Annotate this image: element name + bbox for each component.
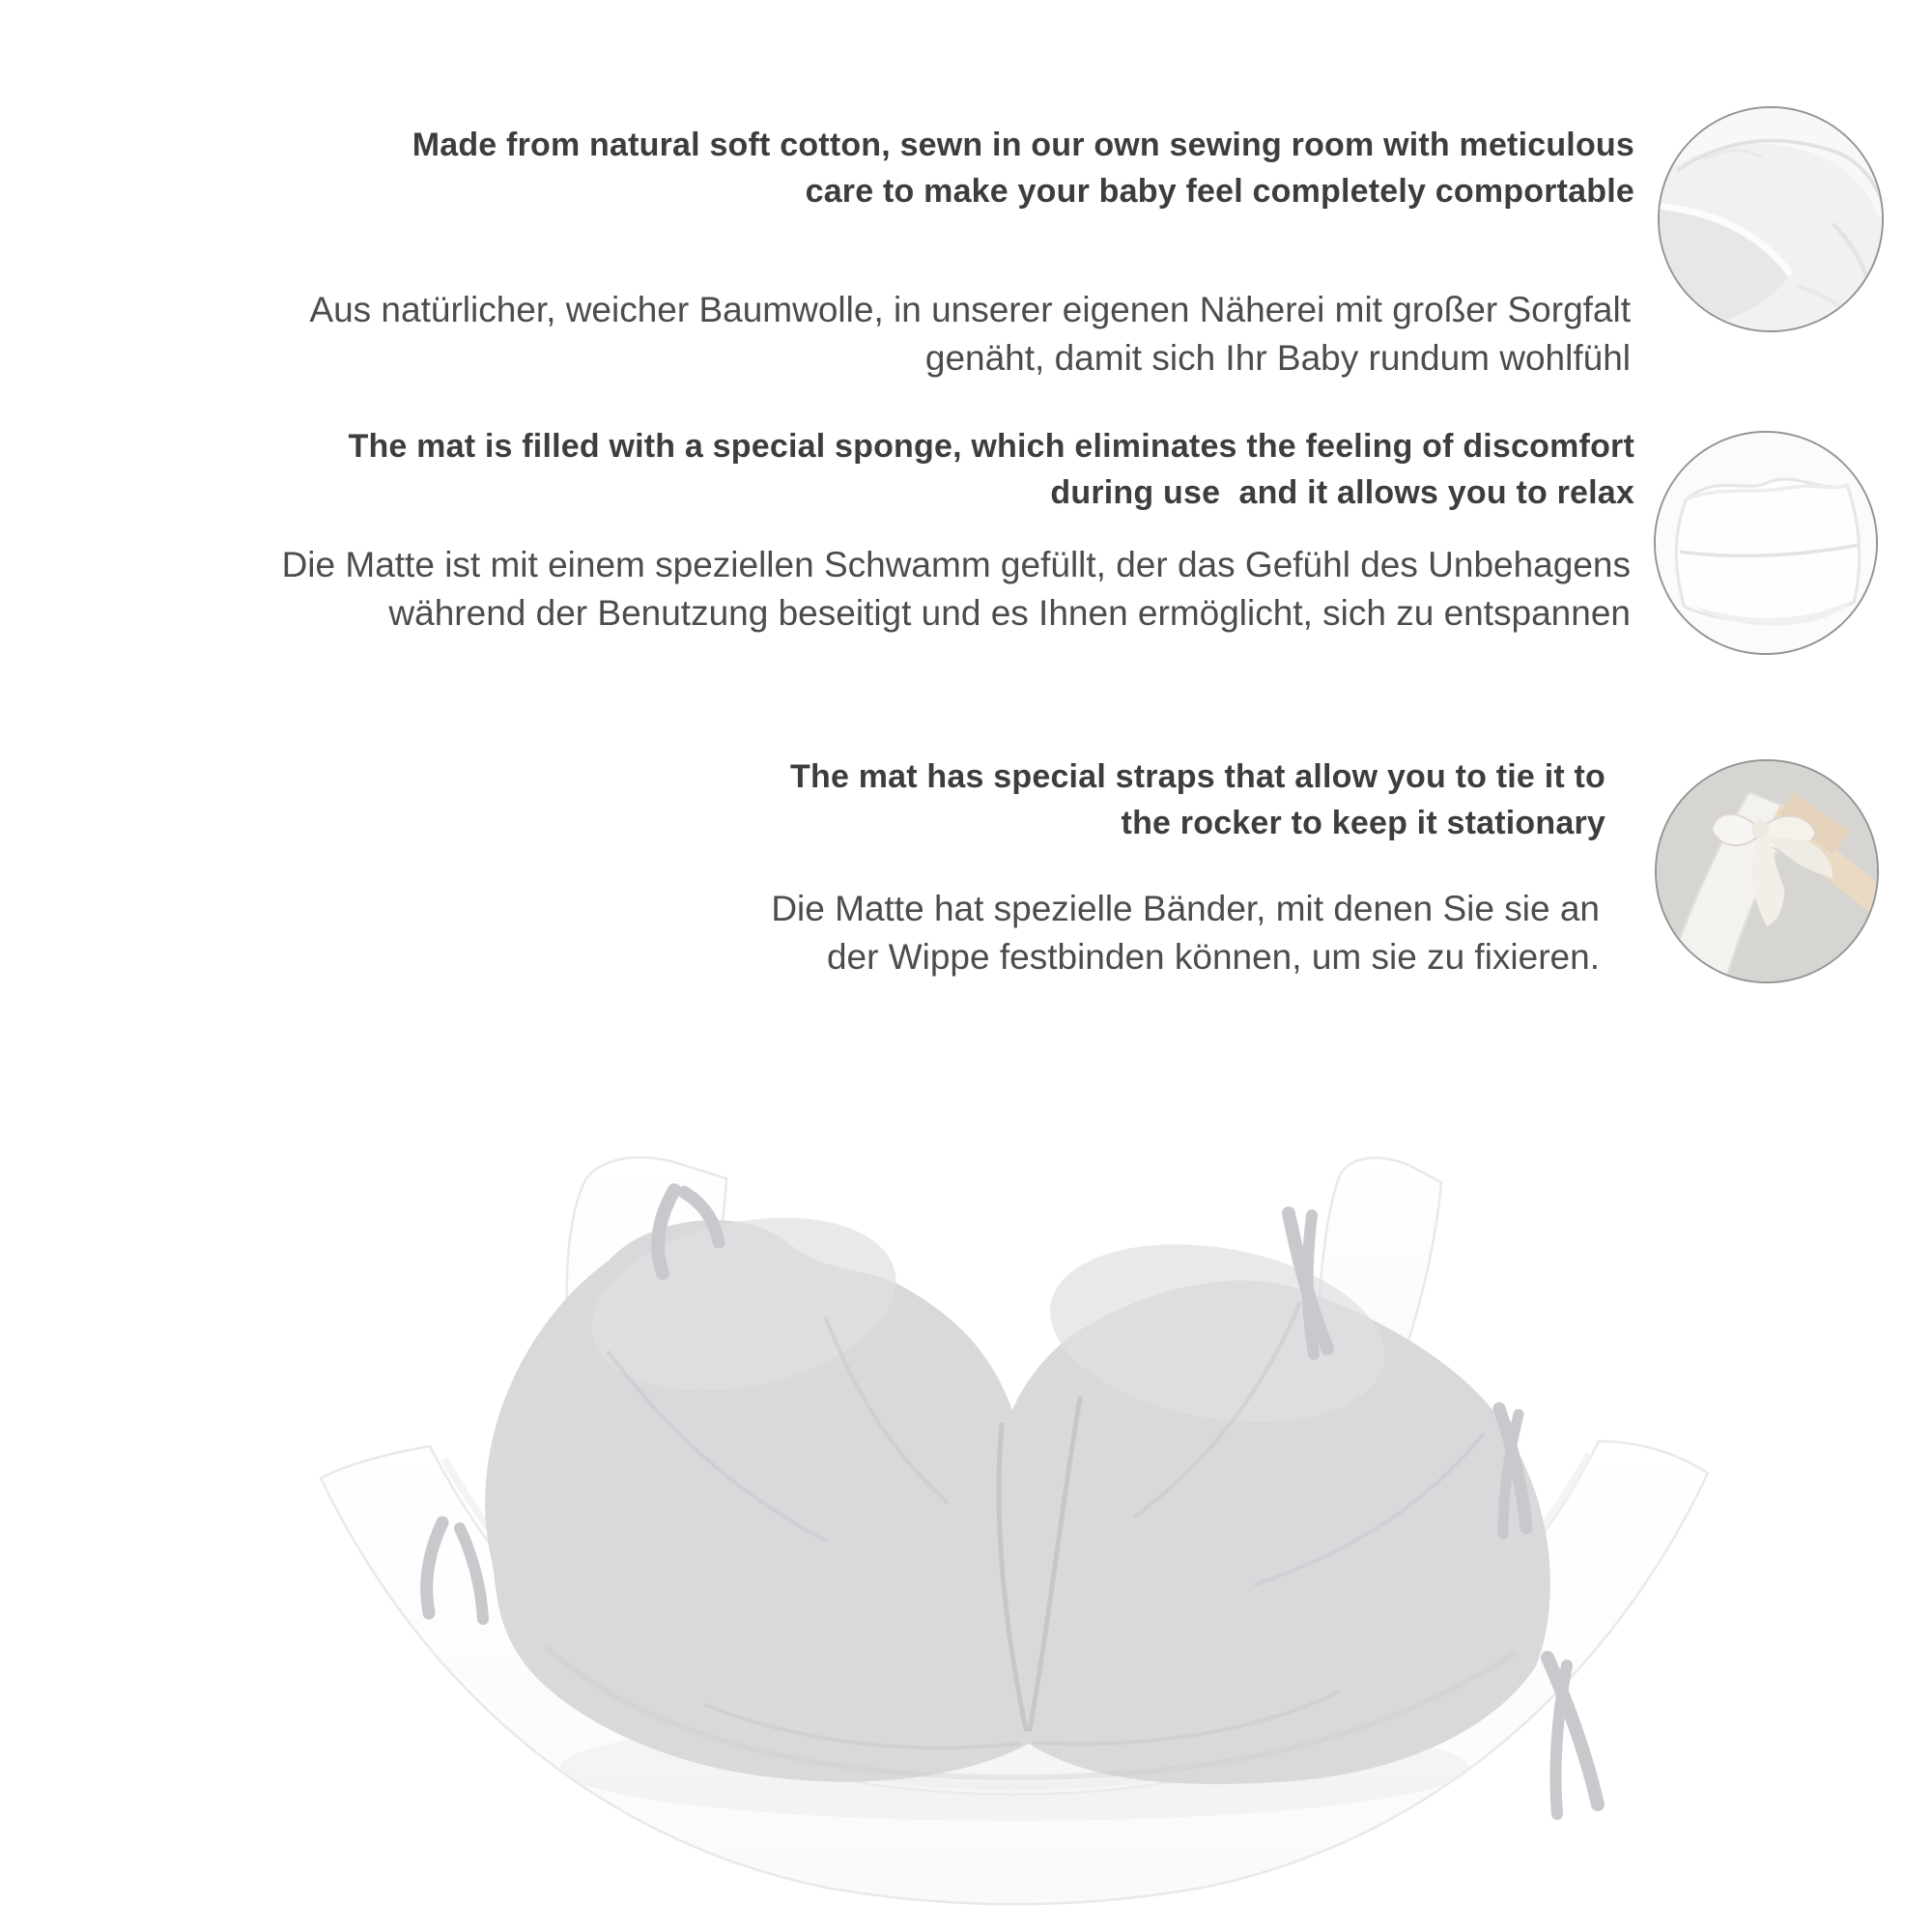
feature-1-description-line-2: genäht, damit sich Ihr Baby rundum wohlfühl [924,338,1631,378]
feature-3-heading [156,753,1605,846]
feature-2-description-german [182,541,1631,638]
feature-1-heading-line-2: care to make your baby feel completely comportable [805,173,1634,210]
feature-2-heading-line-1: The mat is filled with a special sponge, which eliminates the feeling of discomfort [348,428,1634,465]
feature-1-heading-line-1: Made from natural soft cotton, sewn in our own sewing room with meticulous [412,127,1634,163]
feature-3-heading-line-2: the rocker to keep it stationary [1121,805,1605,841]
feature-3-heading-line-1: The mat has special straps that allow you to tie it to [790,758,1605,795]
feature-2-description-line-2: während der Benutzung beseitigt und es Ihnen ermöglicht, sich zu entspannen [388,593,1631,633]
feature-2-heading [185,423,1634,516]
feature-3-description-line-2: der Wippe festbinden können, um sie zu fixieren. [826,937,1600,977]
cotton-fabric-image [1660,108,1882,330]
feature-1-heading [185,122,1634,214]
feature-1-description-german [182,286,1631,383]
feature-2-thumbnail-circle [1654,431,1878,655]
feature-2-description-line-1: Die Matte ist mit einem speziellen Schwamm gefüllt, der das Gefühl des Unbehagens [281,545,1631,584]
strap-bow-on-rocker-image [1657,761,1877,981]
feature-1-description-line-1: Aus natürlicher, weicher Baumwolle, in unserer eigenen Näherei mit großer Sorgfalt [309,290,1631,329]
feature-3-description-line-1: Die Matte hat spezielle Bänder, mit denen Sie sie an [771,889,1600,928]
feature-3-description-german [151,885,1600,981]
feature-3-thumbnail-circle [1655,759,1879,983]
product-photo-rocker-with-mat [290,1101,1739,1932]
sponge-pillow-image [1656,433,1876,653]
feature-1-thumbnail-circle [1658,106,1884,332]
feature-2-heading-line-2: during use and it allows you to relax [1050,474,1634,511]
